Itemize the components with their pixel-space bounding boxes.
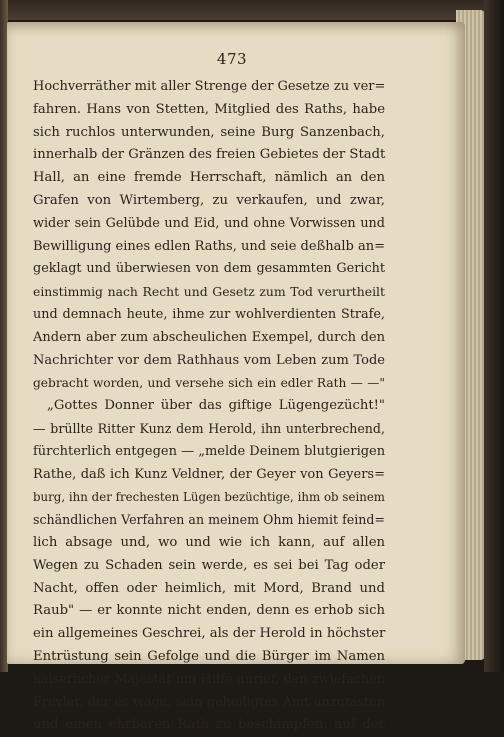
book-page: [7, 22, 465, 733]
text-line: Bewilligung eines edlen Raths, und seie deßhalb an=: [33, 238, 385, 254]
text-line: und demnach heute, ihme zur wohlverdienten Strafe,: [33, 306, 385, 322]
text-line: burg, ihn der frechesten Lügen bezüchtige, ihm ob seinem: [33, 490, 385, 505]
text-line: lich absage und, wo und wie ich kann, auf allen: [33, 534, 385, 550]
text-line: sich ruchlos unterwunden, seine Burg Sanzenbach,: [33, 124, 385, 140]
text-line: — brüllte Ritter Kunz dem Herold, ihn unterbrechend,: [33, 420, 385, 436]
text-line: gebracht worden, und versehe sich ein edler Rath — —": [33, 376, 385, 391]
text-line: Wegen zu Schaden sein werde, es sei bei Tag oder: [33, 557, 385, 573]
text-line: und einen ehrbaren Rath zu beschimpfen, auf der: [33, 717, 385, 733]
text-line: „Gottes Donner über das giftige Lügengezücht!": [47, 398, 385, 414]
text-line: Raub" — er konnte nicht enden, denn es erhob sich: [33, 603, 385, 619]
text-line: Hochverräther mit aller Strenge der Gesetze zu ver=: [33, 79, 386, 94]
text-line: Entrüstung sein Gefolge und die Bürger im Namen: [33, 648, 385, 664]
page-number: 473: [216, 50, 248, 68]
body-text: [33, 76, 385, 737]
text-line: Andern aber zum abscheulichen Exempel, durch den: [33, 329, 385, 345]
text-line: Frevler, der es wage, sein geheiligtes Amt anzutasten: [33, 694, 385, 710]
text-line: fürchterlich entgegen — „melde Deinem blutgierigen: [33, 443, 386, 459]
text-line: schändlichen Verfahren an meinem Ohm hiemit feind=: [33, 512, 385, 528]
book-cover-edge: [484, 0, 504, 672]
text-line: Grafen von Wirtemberg, zu verkaufen, und zwar,: [33, 192, 385, 208]
text-line: Nacht, offen oder heimlich, mit Mord, Brand und: [33, 580, 385, 596]
text-line: fahren. Hans von Stetten, Mitglied des Raths, habe: [33, 101, 385, 117]
text-line: einstimmig nach Recht und Gesetz zum Tod verurtheilt: [33, 284, 385, 300]
text-line: geklagt und überwiesen von dem gesammten Gericht: [33, 261, 385, 277]
text-line: innerhalb der Gränzen des freien Gebietes der Stadt: [33, 147, 386, 163]
text-line: kaiserlicher Majestät um Hilfe anrief, den zwiefachen: [33, 671, 385, 687]
text-line: Rathe, daß ich Kunz Veldner, der Geyer von Geyers=: [33, 466, 385, 482]
text-line: ein allgemeines Geschrei, als der Herold in höchster: [33, 626, 386, 642]
text-line: Hall, an eine fremde Herrschaft, nämlich an den: [33, 170, 385, 186]
text-line: wider sein Gelübde und Eid, und ohne Vorwissen und: [33, 215, 385, 231]
book-backdrop-top: [0, 0, 504, 20]
text-line: Nachrichter vor dem Rathhaus vom Leben zum Tode: [33, 352, 385, 368]
